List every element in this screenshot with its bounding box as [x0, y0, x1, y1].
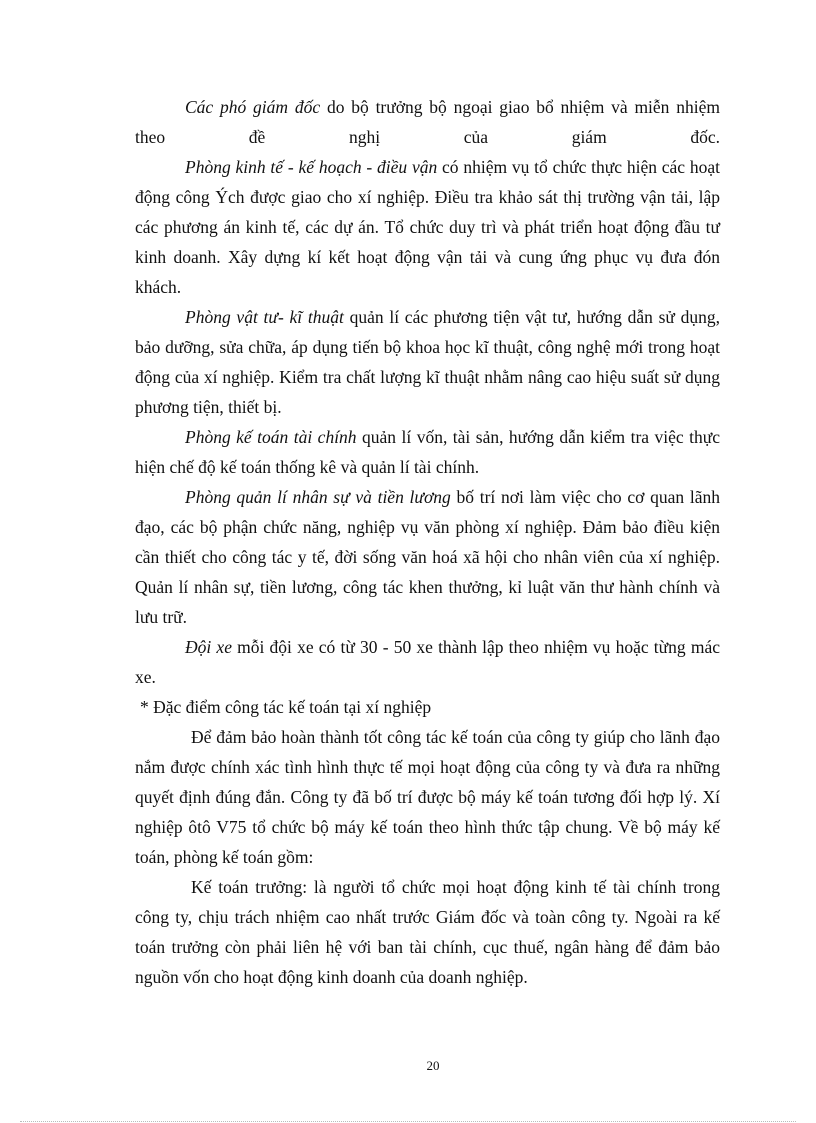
paragraph-text: do bộ trưởng bộ ngoại giao bổ nhiệm và miễn nhiệm theo đề nghị của giám đốc.: [135, 97, 720, 147]
body-paragraph-ke-toan: Để đảm bảo hoàn thành tốt công tác kế toán của công ty giúp cho lãnh đạo nắm được chính xác tình hình thực tế mọi hoạt động của công ty và đưa ra những quyết định đúng đắn. Công ty đã bố trí được bộ máy kế toán tương đối hợp lý. Xí nghiệp ôtô V75 tổ chức bộ máy kế toán theo hình thức tập chung. Về bộ máy kế toán, phòng kế toán gồm:: [135, 727, 720, 867]
page-number: 20: [426, 1058, 440, 1073]
body-paragraph-ke-toan-truong: Kế toán trưởng: là người tổ chức mọi hoạt động kinh tế tài chính trong công ty, chịu trách nhiệm cao nhất trước Giám đốc và toàn công ty. Ngoài ra kế toán trưởng còn phải liên hệ với ban tài chính, cục thuế, ngân hàng để đảm bảo nguồn vốn cho hoạt động kinh doanh của doanh nghiệp.: [135, 877, 720, 987]
paragraph-phong-vat-tu: [135, 302, 720, 422]
paragraph-text: mỗi đội xe có từ 30 - 50 xe thành lập theo nhiệm vụ hoặc từng mác xe.: [135, 637, 720, 687]
paragraph-text: quản lí vốn, tài sản, hướng dẫn kiểm tra việc thực hiện chế độ kế toán thống kê và quản lí tài chính.: [135, 427, 720, 477]
paragraph-phong-kinh-te: [135, 152, 720, 302]
paragraph-lead: Phòng kinh tế - kế hoạch - điều vận: [185, 157, 438, 177]
page-bottom-divider: [20, 1121, 796, 1122]
paragraph-lead: Đội xe: [185, 637, 232, 657]
paragraph-lead: Phòng kế toán tài chính: [185, 427, 357, 447]
paragraph-doi-xe: [135, 632, 720, 692]
section-heading: * Đặc điểm công tác kế toán tại xí nghiệp: [140, 697, 432, 717]
paragraph-lead: Phòng vật tư- kĩ thuật: [185, 307, 344, 327]
paragraph-phong-nhan-su: [135, 482, 720, 632]
paragraph-lead: Phòng quản lí nhân sự và tiền lương: [185, 487, 451, 507]
paragraph-lead: Các phó giám đốc: [185, 97, 321, 117]
paragraph-text: bố trí nơi làm việc cho cơ quan lãnh đạo, các bộ phận chức năng, nghiệp vụ văn phòng xí nghiệp. Đảm bảo điều kiện cần thiết cho công tác y tế, đời sống văn hoá xã hội cho nhân viên của xí nghiệp. Quản lí nhân sự, tiền lương, công tác khen thưởng, kỉ luật văn thư hành chính và lưu trữ.: [135, 487, 720, 627]
document-page: [135, 92, 720, 992]
paragraph-phong-ke-toan: [135, 422, 720, 482]
paragraph-text: quản lí các phương tiện vật tư, hướng dẫn sử dụng, bảo dưỡng, sửa chữa, áp dụng tiến bộ khoa học kĩ thuật, công nghệ mới trong hoạt động của xí nghiệp. Kiểm tra chất lượng kĩ thuật nhằm nâng cao hiệu suất sử dụng phương tiện, thiết bị.: [135, 307, 720, 417]
paragraph-pho-giam-doc: [135, 92, 720, 152]
paragraph-text: có nhiệm vụ tổ chức thực hiện các hoạt động công Ých được giao cho xí nghiệp. Điều tra khảo sát thị trường vận tải, lập các phương án kinh tế, các dự án. Tổ chức duy trì và phát triển hoạt động đầu tư kinh doanh. Xây dựng kí kết hoạt động vận tải và cung ứng phục vụ đưa đón khách.: [135, 157, 720, 297]
